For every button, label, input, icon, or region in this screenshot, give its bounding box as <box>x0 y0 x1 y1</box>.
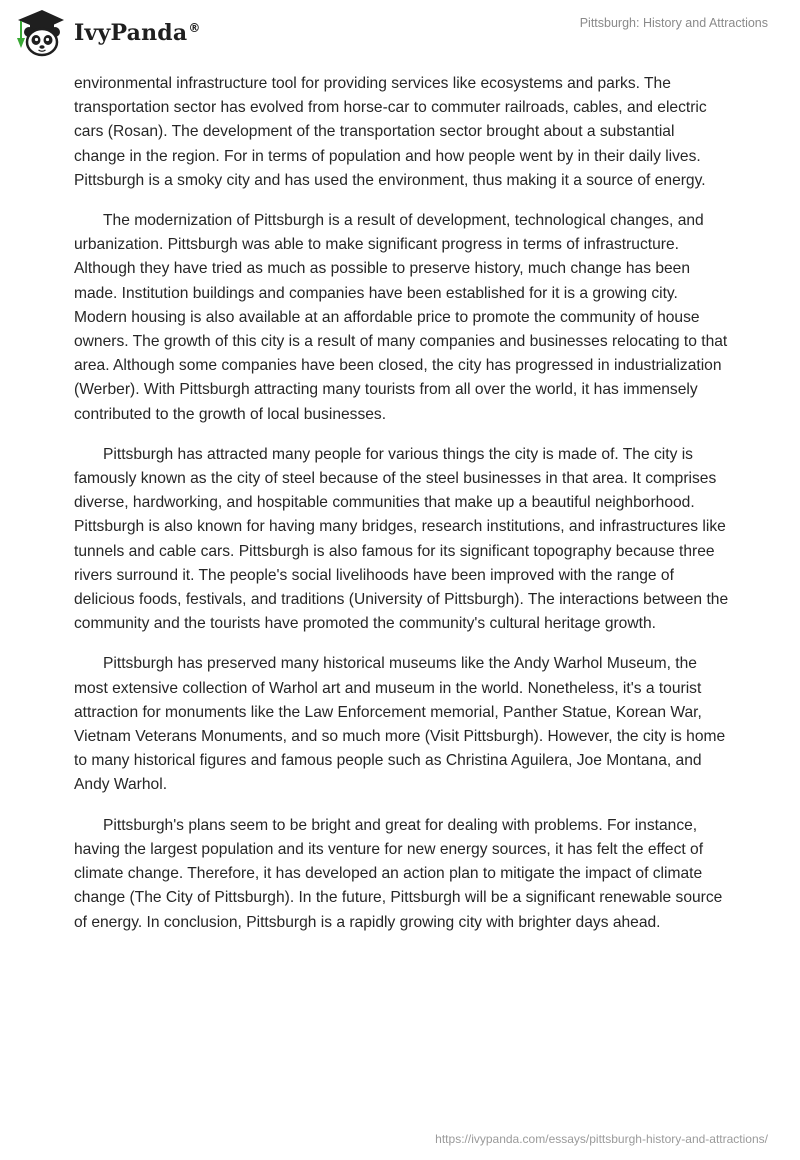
panda-graduation-cap-icon <box>14 8 66 58</box>
paragraph-3: Pittsburgh has attracted many people for various things the city is made of. The city is famously known as the city of steel because of the steel businesses in that area. It comprises diverse, hardworking, and hospitable communities that make up a beautiful neighborhood. Pittsburgh is also known for having many bridges, research institutions, and infrastructures like tunnels and cable cars. Pittsburgh is also famous for its significant topography because three rivers surround it. The people's social livelihoods have been improved with the range of delicious foods, festivals, and traditions (University of Pittsburgh). The interactions between the community and the tourists have promoted the community's cultural heritage growth. <box>74 445 729 633</box>
document-title: Pittsburgh: History and Attractions <box>579 16 768 30</box>
brand-text: IvyPanda <box>74 20 188 46</box>
registered-mark: ® <box>188 20 201 35</box>
page-header <box>0 0 800 70</box>
paragraph-1: environmental infrastructure tool for providing services like ecosystems and parks. The transportation sector has evolved from horse-car to commuter railroads, cables, and electric cars (Rosan). The development of the transportation sector brought about a substantial change in the region. For in terms of population and how people went by in their daily lives. Pittsburgh is a smoky city and has used the environment, thus making it a source of energy. <box>74 75 707 189</box>
paragraph-4: Pittsburgh has preserved many historical museums like the Andy Warhol Museum, the most extensive collection of Warhol art and museum in the world. Nonetheless, it's a tourist attraction for monuments like the Law Enforcement memorial, Panther Statue, Korean War, Vietnam Veterans Monuments, and so much more (Visit Pittsburgh). However, the city is home to many historical figures and famous people such as Christina Aguilera, Joe Montana, and Andy Warhol. <box>74 655 726 794</box>
source-url[interactable]: https://ivypanda.com/essays/pittsburgh-history-and-attractions/ <box>435 1132 768 1146</box>
ivypanda-logo[interactable] <box>14 8 201 58</box>
brand-name <box>74 20 201 46</box>
paragraph-5: Pittsburgh's plans seem to be bright and great for dealing with problems. For instance, having the largest population and its venture for new energy sources, it has felt the effect of climate change. Therefore, it has developed an action plan to mitigate the impact of climate change (The City of Pittsburgh). In the future, Pittsburgh will be a significant renewable source of energy. In conclusion, Pittsburgh is a rapidly growing city with brighter days ahead. <box>74 816 723 931</box>
paragraph-2: The modernization of Pittsburgh is a result of development, technological changes, and urbanization. Pittsburgh was able to make significant progress in terms of infrastructure. Although they have tried as much as possible to preserve history, much change has been made. Institution buildings and companies have been established for it is a growing city. Modern housing is also available at an affordable price to promote the community of house owners. The growth of this city is a result of many companies and businesses relocating to that area. Although some companies have been closed, the city has progressed in industrialization (Werber). With Pittsburgh attracting many tourists from all over the world, it has immensely contributed to the growth of local businesses. <box>74 212 728 423</box>
essay-body <box>74 72 729 951</box>
